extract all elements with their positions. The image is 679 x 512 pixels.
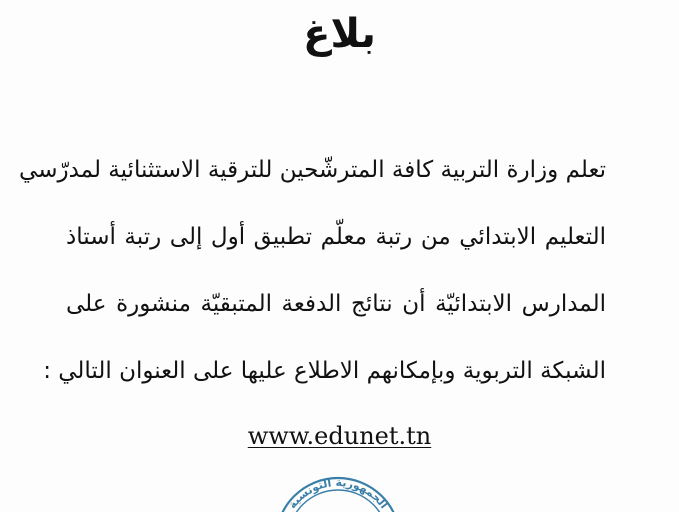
document-title: بلاغ: [303, 11, 376, 57]
body-line-4: الشبكة التربوية وبإمكانهم الاطلاع عليها على العنوان التالي :: [43, 358, 606, 384]
body-line-2: التعليم الابتدائي من رتبة معلّم تطبيق أول إلى رتبة أستاذ: [66, 224, 606, 250]
website-url[interactable]: [0, 420, 679, 452]
body-line-3: المدارس الابتدائيّة أن نتائج الدفعة المتبقيّة منشورة على: [66, 291, 606, 317]
website-url-text[interactable]: www.edunet.tn: [247, 422, 432, 450]
body-line-1: تعلم وزارة التربية كافة المترشّحين للترقية الاستثنائية لمدرّسي: [19, 157, 606, 183]
seal-text: الجمهورية التونسية: [285, 475, 391, 512]
official-seal-stamp: [258, 460, 418, 512]
